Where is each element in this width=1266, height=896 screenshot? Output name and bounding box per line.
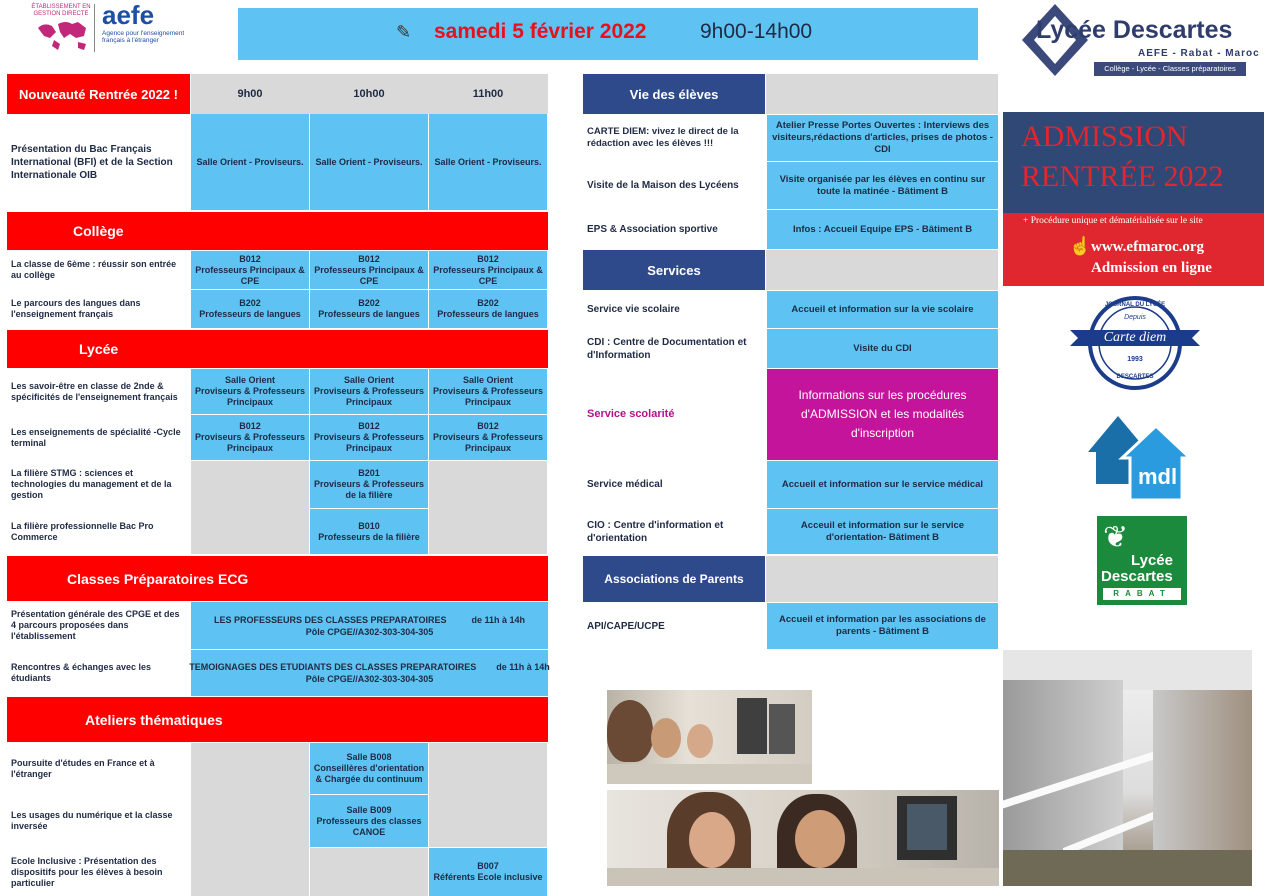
header-nouveaute <box>7 74 190 114</box>
c2-cell-11h: B202 Professeurs de langues <box>429 290 547 328</box>
l2-cell-11h: B012 Proviseurs & Professeurs Principaux <box>429 415 547 460</box>
journal-name: Carte diem <box>1103 330 1167 345</box>
services-header-grey <box>766 250 998 290</box>
section-services <box>583 250 765 290</box>
section-college <box>7 212 548 250</box>
admission-banner <box>1003 112 1264 286</box>
s1-cell: Accueil et information sur la vie scolaire <box>767 291 998 328</box>
v1-label: CARTE DIEM: vivez le direct de la rédaction avec les élèves !!! <box>587 126 739 149</box>
photo-building-stairs <box>1003 650 1252 886</box>
bfi-cell-11h: Salle Orient - Proviseurs. <box>429 114 547 210</box>
pencil-icon: ✎ <box>396 22 412 42</box>
a3-label: Ecole Inclusive : Présentation des dispositifs pour les élèves à besoin particulier <box>11 855 163 888</box>
s1-label: Service vie scolaire <box>587 304 680 315</box>
logo2-line1: Lycée <box>1131 552 1173 569</box>
admission-online: Admission en ligne <box>1091 260 1212 276</box>
lycee-descartes-logo <box>1020 2 1260 78</box>
v2-cell: Visite organisée par les élèves en continu sur toute la matinée - Bâtiment B <box>767 162 998 209</box>
admission-url: www.efmaroc.org <box>1091 239 1205 255</box>
journal-bottom: DESCARTES <box>1116 374 1154 380</box>
nouveaute-label: Nouveauté Rentrée 2022 ! <box>19 86 178 102</box>
a3-cell-11h: B007 Référents Ecole inclusive <box>429 848 547 896</box>
aefe-small-text: ÉTABLISSEMENT EN GESTION DIRECTE <box>31 4 91 17</box>
section-assoc <box>583 556 765 602</box>
aefe-sub: Agence pour l'enseignement français à l'étranger <box>102 30 185 44</box>
p2-cell-line2: Pôle CPGE//A302-303-304-305 <box>305 674 434 684</box>
bfi-cell-9h: Salle Orient - Proviseurs. <box>191 114 309 210</box>
v3-label: EPS & Association sportive <box>587 224 718 235</box>
l3-empty-11h <box>429 461 547 554</box>
l4-label: La filière professionnelle Bac Pro Commerce <box>11 520 154 542</box>
assoc-title: Associations de Parents <box>604 572 744 586</box>
c2-cell-10h: B202 Professeurs de langues <box>310 290 428 328</box>
c1-cell-11h: B012 Professeurs Principaux & CPE <box>429 251 547 289</box>
l4-cell-10h: B010 Professeurs de la filière <box>310 509 428 554</box>
time-9h: 9h00 <box>237 87 263 100</box>
admission-line2: RENTRÉE 2022 <box>1021 160 1224 193</box>
college-title: Collège <box>73 223 124 239</box>
carte-diem-logo <box>1066 294 1204 392</box>
ateliers-title: Ateliers thématiques <box>85 711 223 728</box>
leaf-emblem-icon: ❦ <box>1103 521 1129 554</box>
photo-girl-boy-computer <box>607 790 999 886</box>
admission-line1: ADMISSION <box>1021 120 1188 153</box>
logo-sub2 <box>1094 62 1246 76</box>
services-title: Services <box>647 262 701 278</box>
l1-cell-11h: Salle Orient Proviseurs & Professeurs Principaux <box>429 369 547 414</box>
lycee-rabat-logo <box>1097 516 1187 605</box>
c2-label: Le parcours des langues dans l'enseignement français <box>11 298 141 319</box>
ateliers-empty-9h <box>191 743 309 896</box>
l2-label: Les enseignements de spécialité -Cycle terminal <box>11 426 181 448</box>
c1-cell-9h: B012 Professeurs Principaux & CPE <box>191 251 309 289</box>
logo-sub2-text: Collège - Lycée - Classes préparatoires <box>1104 64 1236 73</box>
time-10h: 10h00 <box>353 87 385 100</box>
s3-cell: Informations sur les procédures d'ADMISSION et les modalités d'inscription <box>767 369 998 460</box>
section-ateliers <box>7 697 548 742</box>
l3-label: La filière STMG : sciences et technologies du management et de la gestion <box>11 468 172 500</box>
l3-empty-9h <box>191 461 309 554</box>
s2-cell: Visite du CDI <box>767 329 998 368</box>
as1-label: API/CAPE/UCPE <box>587 620 665 632</box>
journal-depuis: Depuis <box>1124 314 1146 321</box>
date-banner <box>238 8 978 60</box>
aefe-brand: aefe <box>102 0 155 30</box>
pointer-hand-icon: ☝ <box>1069 236 1092 256</box>
event-date: samedi 5 février 2022 <box>434 20 647 43</box>
s4-label: Service médical <box>587 479 663 490</box>
p2-label: Rencontres & échanges avec les étudiants <box>11 662 152 683</box>
p1-cell-line1: LES PROFESSEURS DES CLASSES PREPARATOIRES de 11h à 14h <box>213 614 526 625</box>
l1-cell-10h: Salle Orient Proviseurs & Professeurs Principaux <box>310 369 428 414</box>
bfi-cell-10h: Salle Orient - Proviseurs. <box>310 114 428 210</box>
aefe-logo <box>30 0 190 56</box>
world-map-icon <box>34 18 92 52</box>
a1-label: Poursuite d'études en France et à l'étranger <box>11 757 155 779</box>
cpge-title: Classes Préparatoires ECG <box>67 570 249 587</box>
logo-title: Lycée Descartes <box>1036 16 1233 44</box>
mdl-text: mdl <box>1138 464 1178 489</box>
a1-cell-10h: Salle B008 Conseillères d'orientation & Chargée du continuum <box>310 743 428 794</box>
photo-students-computers <box>607 690 812 784</box>
journal-top: JOURNAL DU LYCÉE <box>1104 302 1166 308</box>
p1-cell <box>191 602 548 649</box>
lycee-title: Lycée <box>79 341 119 357</box>
v2-label: Visite de la Maison des Lycéens <box>587 180 739 191</box>
as1-cell: Accueil et information par les associations de parents - Bâtiment B <box>767 603 998 649</box>
journal-year: 1993 <box>1127 356 1143 363</box>
l3-cell-10h: B201 Proviseurs & Professeurs de la filière <box>310 461 428 508</box>
v3-cell: Infos : Accueil Equipe EPS - Bâtiment B <box>767 210 998 249</box>
s3-label: Service scolarité <box>587 408 675 420</box>
section-vie <box>583 74 765 114</box>
a2-cell-10h: Salle B009 Professeurs des classes CANOE <box>310 795 428 847</box>
logo-sub: AEFE - Rabat - Maroc <box>1138 48 1260 59</box>
s5-cell: Acceuil et information sur le service d'orientation- Bâtiment B <box>767 509 998 554</box>
time-11h: 11h00 <box>472 87 504 100</box>
l1-label: Les savoir-être en classe de 2nde & spécificités de l'enseignement français <box>11 380 178 402</box>
assoc-header-grey <box>766 556 998 602</box>
p1-cell-line2: Pôle CPGE//A302-303-304-305 <box>305 626 434 637</box>
c2-cell-9h: B202 Professeurs de langues <box>191 290 309 328</box>
p2-cell-line1: TEMOIGNAGES DES ETUDIANTS DES CLASSES PREPARATOIRES de 11h à 14h <box>189 662 550 672</box>
logo2-line3: RABAT <box>1103 588 1181 600</box>
c1-label: La classe de 6ème : réussir son entrée au collège <box>11 259 177 280</box>
ateliers-empty-10h <box>310 848 428 896</box>
bfi-label: Présentation du Bac Français International (BFI) et de la Section Internationale OIB <box>11 143 173 181</box>
s5-label: CIO : Centre d'information et d'orientation <box>587 519 724 544</box>
admission-note: + Procédure unique et dématérialisée sur le site <box>1023 216 1203 226</box>
s4-cell: Accueil et information sur le service médical <box>767 461 998 508</box>
p2-cell <box>191 650 548 696</box>
mdl-logo <box>1088 414 1190 500</box>
s2-label: CDI : Centre de Documentation et d'Information <box>587 336 747 361</box>
v1-cell: Atelier Presse Portes Ouvertes : Interviews des visiteurs,rédactions d'articles, prises de photos - CDI <box>767 115 998 161</box>
section-lycee <box>7 330 548 368</box>
p1-label: Présentation générale des CPGE et des 4 parcours proposées dans l'établissement <box>11 609 180 641</box>
logo2-line2: Descartes <box>1101 568 1173 585</box>
l1-cell-9h: Salle Orient Proviseurs & Professeurs Principaux <box>191 369 309 414</box>
ateliers-empty-11h <box>429 743 547 847</box>
l2-cell-9h: B012 Proviseurs & Professeurs Principaux <box>191 415 309 460</box>
a2-label: Les usages du numérique et la classe inversée <box>11 810 173 831</box>
c1-cell-10h: B012 Professeurs Principaux & CPE <box>310 251 428 289</box>
vie-title: Vie des élèves <box>629 86 719 102</box>
vie-header-grey <box>766 74 998 114</box>
l2-cell-10h: B012 Proviseurs & Professeurs Principaux <box>310 415 428 460</box>
section-cpge <box>7 556 548 601</box>
event-hours: 9h00-14h00 <box>700 20 813 43</box>
